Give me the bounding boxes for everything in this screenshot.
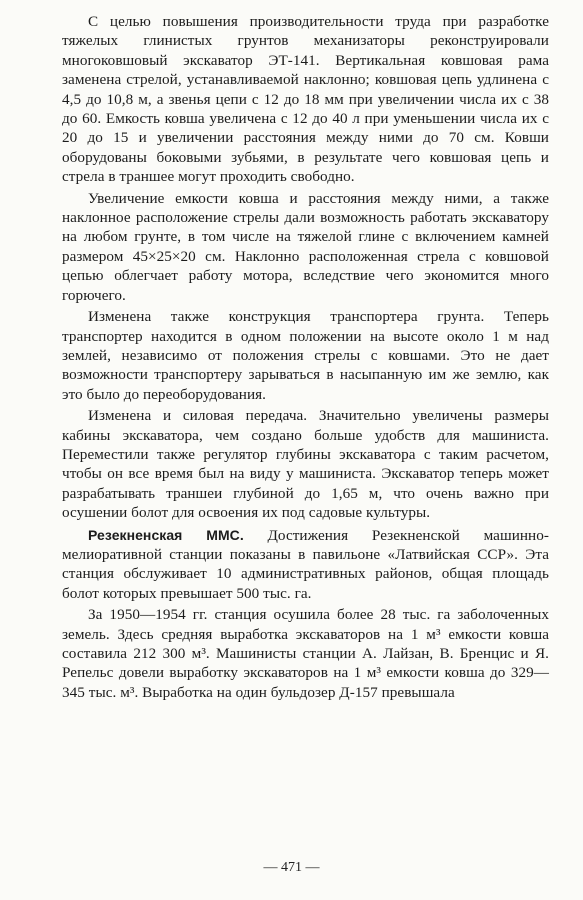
paragraph-power-transmission: Изменена и силовая передача. Значительно увеличены размеры кабины экскаватора, чем создано больше удобств для машиниста. Переместили также регулятор глубины экскаватора с таким расчетом, чтобы он все время был на виду у машиниста. Экскаватор теперь может разрабатывать траншеи глубиной до 1,65 м, что очень важно при осушении болот для освоения их под садовые культуры. xyxy=(62,407,549,522)
station-heading: Резекненская ММС. xyxy=(88,526,244,543)
page-number: — 471 — xyxy=(263,860,320,875)
paragraph-bucket-capacity: Увеличение емкости ковша и расстояния между ними, а также наклонное расположение стрелы дали возможность работать экскаватору на любом грунте, в том числе на тяжелой глине с включением камней размером 45×25×20 см. Наклонно расположенная стрела с ковшовой цепью облегчает работу мотора, вследствие чего экономится много горючего. xyxy=(62,189,549,304)
page-body xyxy=(62,12,549,704)
paragraph-excavator-reconstruction: С целью повышения производительности труда при разработке тяжелых глинистых грунтов механизаторы реконструировали многоковшовый экскаватор ЭТ-141. Вертикальная ковшовая рама заменена стрелой, устанавливаемой наклонно; ковшовая цепь удлинена с 4,5 до 10,8 м, а звенья цепи с 12 до 18 мм при увеличении числа их с 38 до 60. Емкость ковша увеличена с 12 до 40 л при уменьшении числа их с 20 до 15 и увеличении расстояния между ними до 70 см. Ковши оборудованы боковыми зубьями, в результате чего ковшовая цепь и стрела в траншее могут проходить свободно. xyxy=(62,13,549,186)
paragraph-conveyor: Изменена также конструкция транспортера грунта. Теперь транспортер находится в одном положении на высоте около 1 м над землей, независимо от положения стрелы с ковшами. Это не дает возможности транспортеру зарываться в насыпанную им же землю, как это было до переоборудования. xyxy=(62,308,549,403)
paragraph-station-results: За 1950—1954 гг. станция осушила более 28 тыс. га заболоченных земель. Здесь средняя выработка экскаваторов на 1 м³ емкости ковша составила 212 300 м³. Машинисты станции А. Лайзан, В. Бренцис и Я. Репельс довели выработку экскаваторов на 1 м³ емкости ковша до 329—345 тыс. м³. Выработка на один бульдозер Д-157 превышала xyxy=(62,606,549,701)
paragraph-rezekne-station xyxy=(62,526,549,604)
station-text: Достижения Резекненской машинно-мелиоративной станции показаны в павильоне «Латвийская ССР». Эта станция обслуживает 10 административных районов, общая площадь болот которых превышает 500 тыс. га. xyxy=(62,526,549,602)
